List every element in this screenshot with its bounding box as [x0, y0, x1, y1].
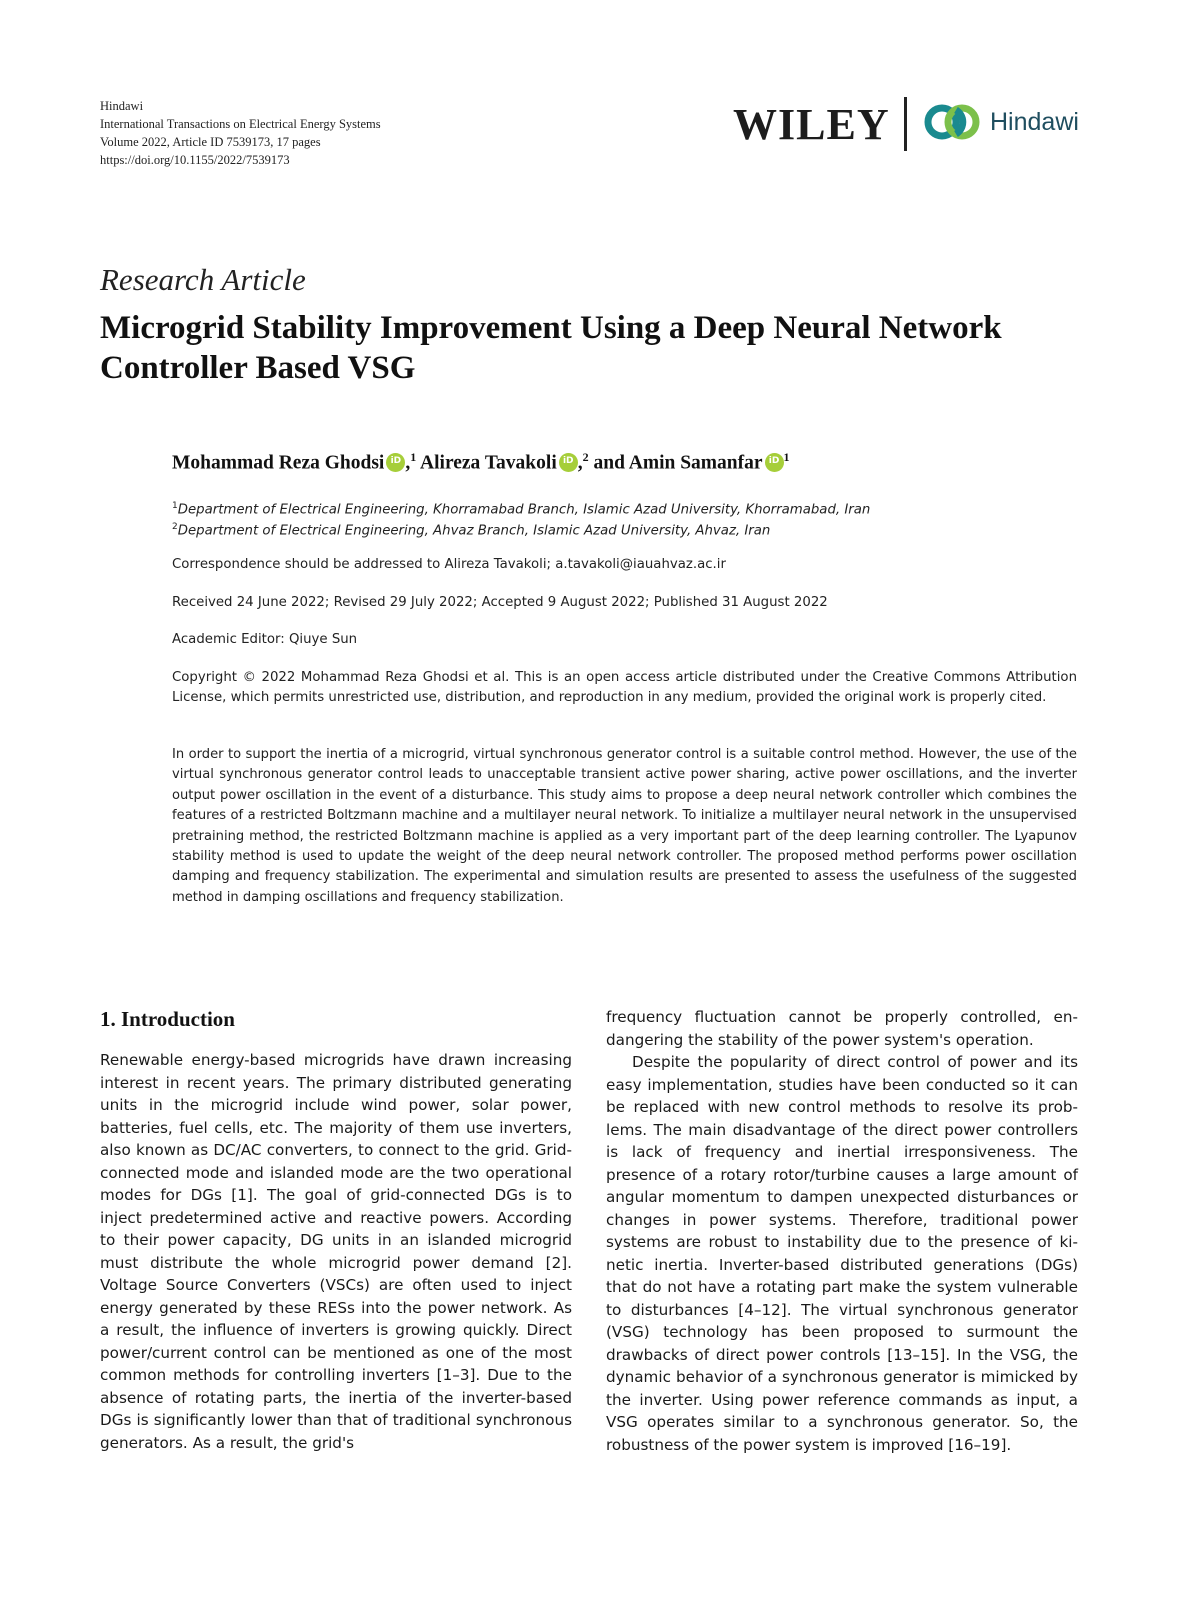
author-affil-number: 2 [582, 450, 589, 464]
author-comma: , [405, 452, 411, 474]
publisher-name: Hindawi [100, 99, 144, 113]
correspondence: Correspondence should be addressed to Alireza Tavakoli; a.tavakoli@iauahvaz.ac.ir [172, 557, 726, 572]
body-paragraph: Renewable energy-based microgrids have drawn increasing interest in recent years. The primary distributed generating units in the microgrid include wind power, solar power, batteries, fuel cells, etc. The majority of them use inverters, also known as DC/AC converters, to connect to the grid. Grid-connected mode and islanded mode are the two operational modes for DGs [1]. The goal of grid-connected DGs is to inject predetermined active and reactive powers. According to their power capacity, DG units in an islanded microgrid must distribute the whole microgrid power demand [2]. Voltage Source Converters (VSCs) are often used to inject energy generated by these RESs into the power network. As a result, the influence of inverters is growing quickly. Direct power/current control can be mentioned as one of the most common methods for controlling inverters [1–3]. Due to the absence of rotating parts, the inertia of the inverter-based DGs is significantly lower than that of traditional synchronous generators. As a result, the grid's [100, 1051, 572, 1452]
affiliation-text: Department of Electrical Engineering, Khorramabad Branch, Islamic Azad University, Khorramabad, Iran [177, 502, 871, 518]
author-name: Amin Samanfar [628, 452, 763, 474]
body-paragraph: Despite the popularity of direct control of power and its easy implementation, studies have been conducted so it can be replaced with new control methods to resolve its problems. The main disadvantage of the direct power controllers is lack of frequency and inertial irresponsiveness. The presence of a rotary rotor/turbine causes a large amount of angular momentum to dampen unexpected disturbances or changes in power systems. Therefore, traditional power systems are robust to instability due to the presence of kinetic inertia. Inverter-based distributed generations (DGs) that do not have a rotating part make the system vulnerable to disturbances [4–12]. The virtual synchronous generator (VSG) technology has been proposed to surmount the drawbacks of direct power controls [13–15]. In the VSG, the dynamic behavior of a synchronous generator is mimicked by the inverter. Using power reference commands as input, a VSG operates similar to a synchronous generator. So, the robustness of the power system is improved [16–19]. [606, 1053, 1078, 1454]
copyright-notice: Copyright © 2022 Mohammad Reza Ghodsi et al. This is an open access article distributed under the Creative Commons Attribution License, which permits unrestricted use, distribution, and reproduction in any medium, provided the original work is properly cited. [172, 670, 1077, 705]
logo-divider [904, 97, 907, 151]
section-heading: 1. Introduction [100, 1007, 235, 1031]
author-list [172, 450, 790, 475]
author-affil-number: 1 [410, 450, 417, 464]
author-comma: , [577, 452, 583, 474]
abstract: In order to support the inertia of a microgrid, virtual synchronous generator control is a suitable control method. However, the use of the virtual synchronous generator control leads to unacceptable transient active power sharing, active power oscillations, and the inverter output power oscillation in the event of a disturbance. This study aims to propose a deep neural network controller which combines the features of a restricted Boltzmann machine and a multilayer neural network. To initialize a multilayer neural network in the unsupervised pretraining method, the restricted Boltzmann machine is applied as a very important part of the deep learning controller. The Lyapunov stability method is used to update the weight of the deep neural network controller. The proposed method performs power oscillation damping and frequency stabilization. The experimental and simulation results are presented to assess the usefulness of the suggested method in damping oscillations and frequency stabilization. [172, 747, 1077, 905]
affiliation-number: 1 [172, 501, 178, 511]
academic-editor: Academic Editor: Qiuye Sun [172, 632, 358, 647]
journal-name: International Transactions on Electrical Energy Systems [100, 117, 381, 131]
left-column [100, 1049, 572, 1454]
orcid-icon[interactable] [559, 453, 578, 472]
hindawi-rings-icon [922, 102, 984, 142]
orcid-icon[interactable] [765, 453, 784, 472]
author-and: and [593, 452, 625, 474]
author-name: Alireza Tavakoli [420, 452, 557, 474]
body-paragraph: frequency fluctuation cannot be properly controlled, endangering the stability of the power system's operation. [606, 1008, 1078, 1049]
wiley-logo: WILEY [733, 100, 890, 149]
hindawi-logo-text: Hindawi [990, 107, 1079, 136]
affiliation-text: Department of Electrical Engineering, Ahvaz Branch, Islamic Azad University, Ahvaz, Iran [177, 523, 771, 539]
right-column [606, 1006, 1078, 1456]
article-type: Research Article [100, 262, 306, 297]
hindawi-logo [922, 102, 1079, 142]
affiliation-number: 2 [172, 522, 178, 532]
doi-link[interactable]: https://doi.org/10.1155/2022/7539173 [100, 153, 290, 167]
journal-meta [100, 97, 620, 169]
volume-info: Volume 2022, Article ID 7539173, 17 pages [100, 135, 321, 149]
article-dates: Received 24 June 2022; Revised 29 July 2022; Accepted 9 August 2022; Published 31 August 2022 [172, 595, 828, 610]
author-affil-number: 1 [783, 450, 790, 464]
author-name: Mohammad Reza Ghodsi [172, 452, 385, 474]
orcid-icon[interactable] [386, 453, 405, 472]
affiliation [172, 517, 1072, 541]
article-title: Microgrid Stability Improvement Using a Deep Neural Network Controller Based VSG [100, 310, 1002, 386]
